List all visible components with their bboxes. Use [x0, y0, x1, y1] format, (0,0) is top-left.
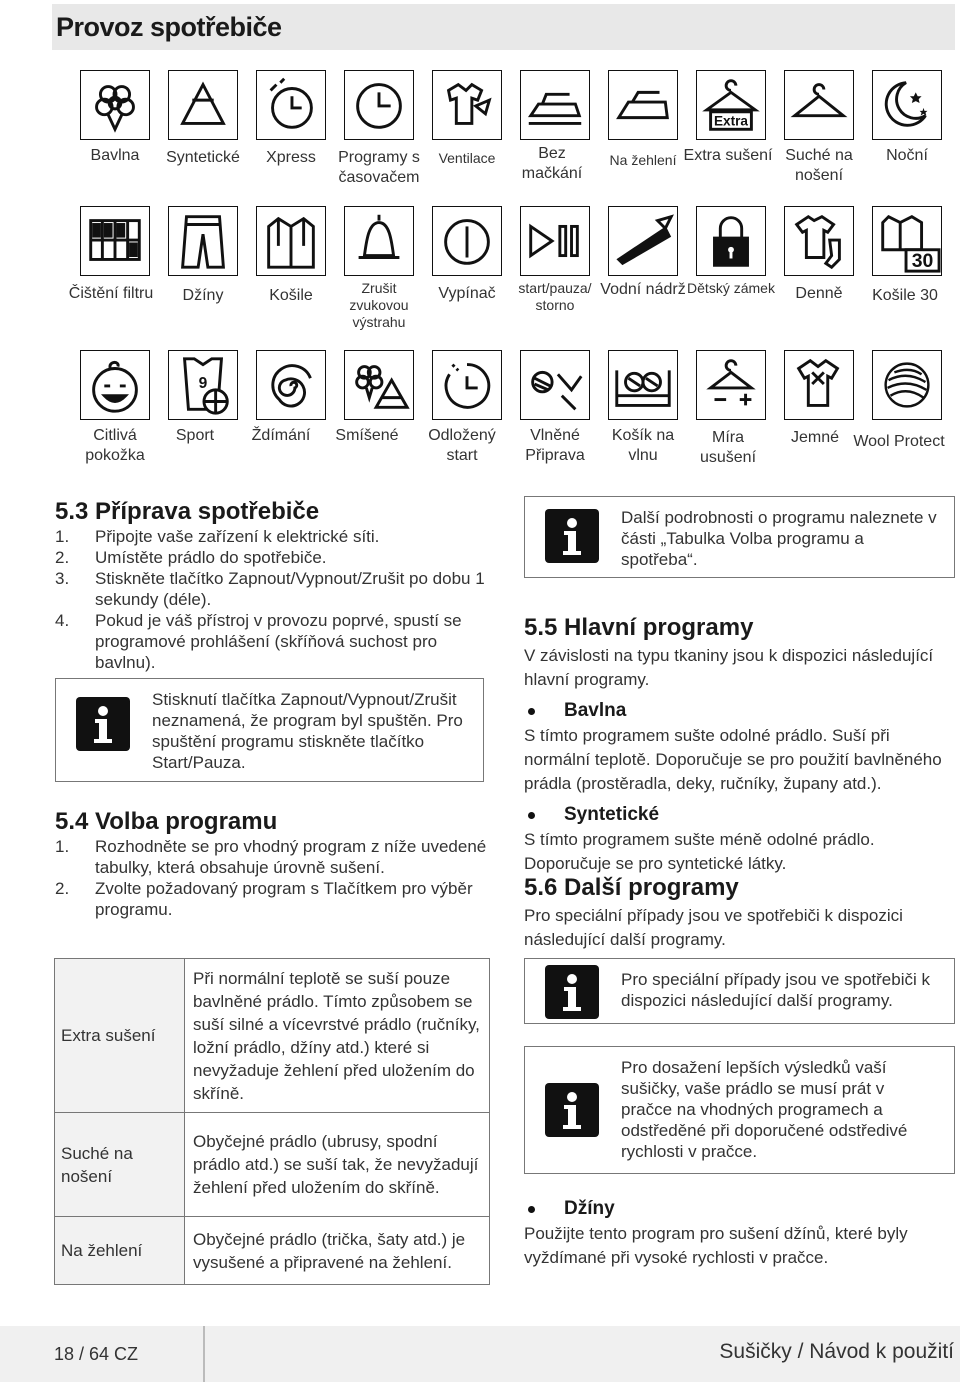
- lock-icon: [696, 206, 766, 276]
- info-icon: [545, 509, 599, 563]
- section-title: 5.3 Příprava spotřebiče: [55, 498, 320, 525]
- table-row: [55, 1113, 490, 1217]
- shirt-icon: [256, 206, 326, 276]
- icon-label: Džíny: [182, 287, 224, 304]
- section-5-6: [524, 874, 955, 952]
- iron-icon: [608, 70, 678, 140]
- bullet-text: Použijte tento program pro sušení džínů, které byly vyždímané při vysoké rychlosti v pračce.: [524, 1224, 908, 1267]
- wool-prep-icon: [520, 350, 590, 420]
- icon-label: Míra usušení: [699, 429, 757, 466]
- list-item: 2. Zvolte požadovaný program s Tlačítkem pro výběr programu.: [55, 879, 473, 919]
- page-number: 18 / 64 CZ: [54, 1344, 139, 1364]
- mixed-icon: [344, 350, 414, 420]
- sport-jersey-icon: [168, 350, 238, 420]
- shirt-30-icon: [872, 206, 942, 276]
- play-pause-icon: [520, 206, 590, 276]
- table-row: [55, 959, 490, 1113]
- section-title: 5.5 Hlavní programy: [524, 614, 754, 641]
- page-footer: [0, 1326, 960, 1382]
- icon-label: Košík na vlnu: [611, 427, 675, 464]
- table-cell-name: Extra sušení: [55, 959, 185, 1113]
- icon-label: start/pauza/ storno: [518, 280, 592, 313]
- table-row: [55, 1217, 490, 1285]
- icon-label: Ventilace: [438, 150, 496, 166]
- icon-label: Na žehlení: [609, 152, 677, 168]
- icon-label: Jemné: [790, 429, 840, 446]
- spiral-icon: [256, 350, 326, 420]
- table-cell-name: Na žehlení: [55, 1217, 185, 1285]
- list-item: 2. Umístěte prádlo do spotřebiče.: [55, 548, 327, 567]
- icon-label: Bavlna: [90, 147, 140, 164]
- table-cell-desc: Obyčejné prádlo (ubrusy, spodní prádlo atd.) se suší tak, že nevyžadují žehlení před uložením do skříně.: [185, 1113, 490, 1217]
- bell-icon: [344, 206, 414, 276]
- section-intro: V závislosti na typu tkaniny jsou k dispozici následující hlavní programy.: [524, 646, 934, 689]
- delicate-icon: [784, 350, 854, 420]
- jeans-icon: [168, 206, 238, 276]
- info-box: [524, 496, 955, 578]
- filter-grid-icon: [80, 206, 150, 276]
- baby-face-icon: [80, 350, 150, 420]
- section-title: 5.4 Volba programu: [55, 808, 278, 835]
- bullet-text: S tímto programem sušte odolné prádlo. Suší při normální teplotě. Doporučuje se pro použití bavlněného prádla (prostěradla, deky, ručníky, župany atd.).: [524, 726, 942, 793]
- icon-label: Bez mačkání: [521, 145, 583, 182]
- info-icon: [545, 965, 599, 1019]
- section-title: 5.6 Další programy: [524, 874, 739, 901]
- icon-label: Smíšené: [335, 427, 399, 444]
- no-iron-icon: [520, 70, 590, 140]
- list-item: 4. Pokud je váš přístroj v provozu poprvé, spustí se programové prohlášení (skříňová suchost pro bavlnu).: [55, 611, 462, 672]
- icon-label: Syntetické: [166, 149, 240, 166]
- icon-label: Wool Protect: [853, 433, 945, 450]
- bullet-title: Džíny: [524, 1196, 955, 1222]
- steps-list: [55, 836, 490, 920]
- icon-label: Sport: [175, 427, 215, 444]
- footer-title: Sušičky / Návod k použití: [719, 1340, 954, 1363]
- icon-label: Suché na nošení: [785, 147, 853, 184]
- icon-label: Programy s časovačem: [338, 149, 420, 186]
- section-5-6-items: [524, 1196, 955, 1270]
- info-text: Pro dosažení lepších výsledků vaší sušičky, vaše prádlo se musí prát v pračce na vhodných programech a odstředěné při doporučené odstředivé rychlosti v pračce.: [621, 1058, 908, 1161]
- dryness-level-icon: [696, 350, 766, 420]
- table-cell-desc: Obyčejné prádlo (trička, šaty atd.) je vysušené a připravené na žehlení.: [185, 1217, 490, 1285]
- info-box: [524, 958, 955, 1024]
- info-icon: [545, 1083, 599, 1137]
- bullet-text: S tímto programem sušte méně odolné prádlo. Doporučuje se pro syntetické látky.: [524, 830, 875, 873]
- wool-protect-icon: [872, 350, 942, 420]
- timer-clock-icon: [344, 70, 414, 140]
- power-icon: [432, 206, 502, 276]
- info-box: [524, 1046, 955, 1174]
- steps-list: [55, 526, 490, 673]
- icon-label: Extra sušení: [683, 147, 773, 164]
- page-title: Provoz spotřebiče: [56, 12, 282, 42]
- hanger-icon: [784, 70, 854, 140]
- program-table: [54, 958, 490, 1285]
- xpress-clock-icon: [256, 70, 326, 140]
- icon-label: Vlněné Připrava: [525, 427, 585, 464]
- section-5-4: [55, 808, 490, 920]
- table-cell-desc: Při normální teplotě se suší pouze bavlněné prádlo. Tímto způsobem se suší silné a vícevrstvé prádlo (ručníky, ložní prádlo, džíny atd.) které si nevyžaduje žehlení před uložením do skříně.: [185, 959, 490, 1113]
- info-icon: [76, 697, 130, 751]
- icon-label: Xpress: [266, 149, 316, 166]
- table-cell-name: Suché na nošení: [55, 1113, 185, 1217]
- icon-label: Košile 30: [872, 287, 938, 304]
- icon-label: Košile: [269, 287, 313, 304]
- icon-label: Citlivá pokožka: [85, 427, 145, 464]
- page-header: [52, 4, 955, 50]
- delay-clock-icon: [432, 350, 502, 420]
- section-intro: Pro speciální případy jsou ve spotřebiči k dispozici následující další programy.: [524, 906, 903, 949]
- synthetic-icon: [168, 70, 238, 140]
- svg-text:9: 9: [198, 374, 208, 392]
- svg-text:Extra: Extra: [713, 113, 749, 129]
- info-text: Pro speciální případy jsou ve spotřebiči k dispozici následující další programy.: [621, 970, 930, 1010]
- icon-label: Vodní nádrž: [600, 281, 686, 298]
- bullet-title: Syntetické: [524, 802, 955, 828]
- info-text: Stisknutí tlačítka Zapnout/Vypnout/Zrušit neznamená, že program byl spuštěn. Pro spuštění programu stiskněte tlačítko Start/Pauza.: [152, 690, 463, 772]
- info-box: [55, 678, 484, 782]
- icon-label: Čištění filtru: [68, 285, 154, 302]
- list-item: 1. Rozhodněte se pro vhodný program z níže uvedené tabulky, která obsahuje úrovně sušení.: [55, 837, 487, 877]
- section-5-5: [524, 614, 955, 876]
- icon-label: Zrušit zvukovou výstrahu: [349, 280, 409, 330]
- moon-stars-icon: [872, 70, 942, 140]
- list-item: 3. Stiskněte tlačítko Zapnout/Vypnout/Zrušit po dobu 1 sekundy (déle).: [55, 569, 485, 609]
- icon-label: Dětský zámek: [687, 280, 775, 296]
- cotton-icon: [80, 70, 150, 140]
- svg-text:30: 30: [911, 250, 934, 273]
- icon-label: Vypínač: [438, 285, 496, 302]
- bullet-title: Bavlna: [524, 698, 955, 724]
- icon-label: Denně: [795, 285, 843, 302]
- water-tank-icon: [608, 206, 678, 276]
- icon-label: Noční: [886, 147, 928, 164]
- extra-hanger-icon: [696, 70, 766, 140]
- section-5-3: [55, 498, 490, 673]
- icon-label: Odložený start: [428, 427, 496, 464]
- shirt-fan-icon: [432, 70, 502, 140]
- tshirt-sock-icon: [784, 206, 854, 276]
- list-item: 1. Připojte vaše zařízení k elektrické síti.: [55, 527, 380, 546]
- info-text: Další podrobnosti o programu naleznete v části „Tabulka Volba programu a spotřeba“.: [621, 508, 937, 569]
- footer-divider: [203, 1326, 205, 1382]
- icon-label: Ždímání: [251, 427, 311, 444]
- basket-icon: [608, 350, 678, 420]
